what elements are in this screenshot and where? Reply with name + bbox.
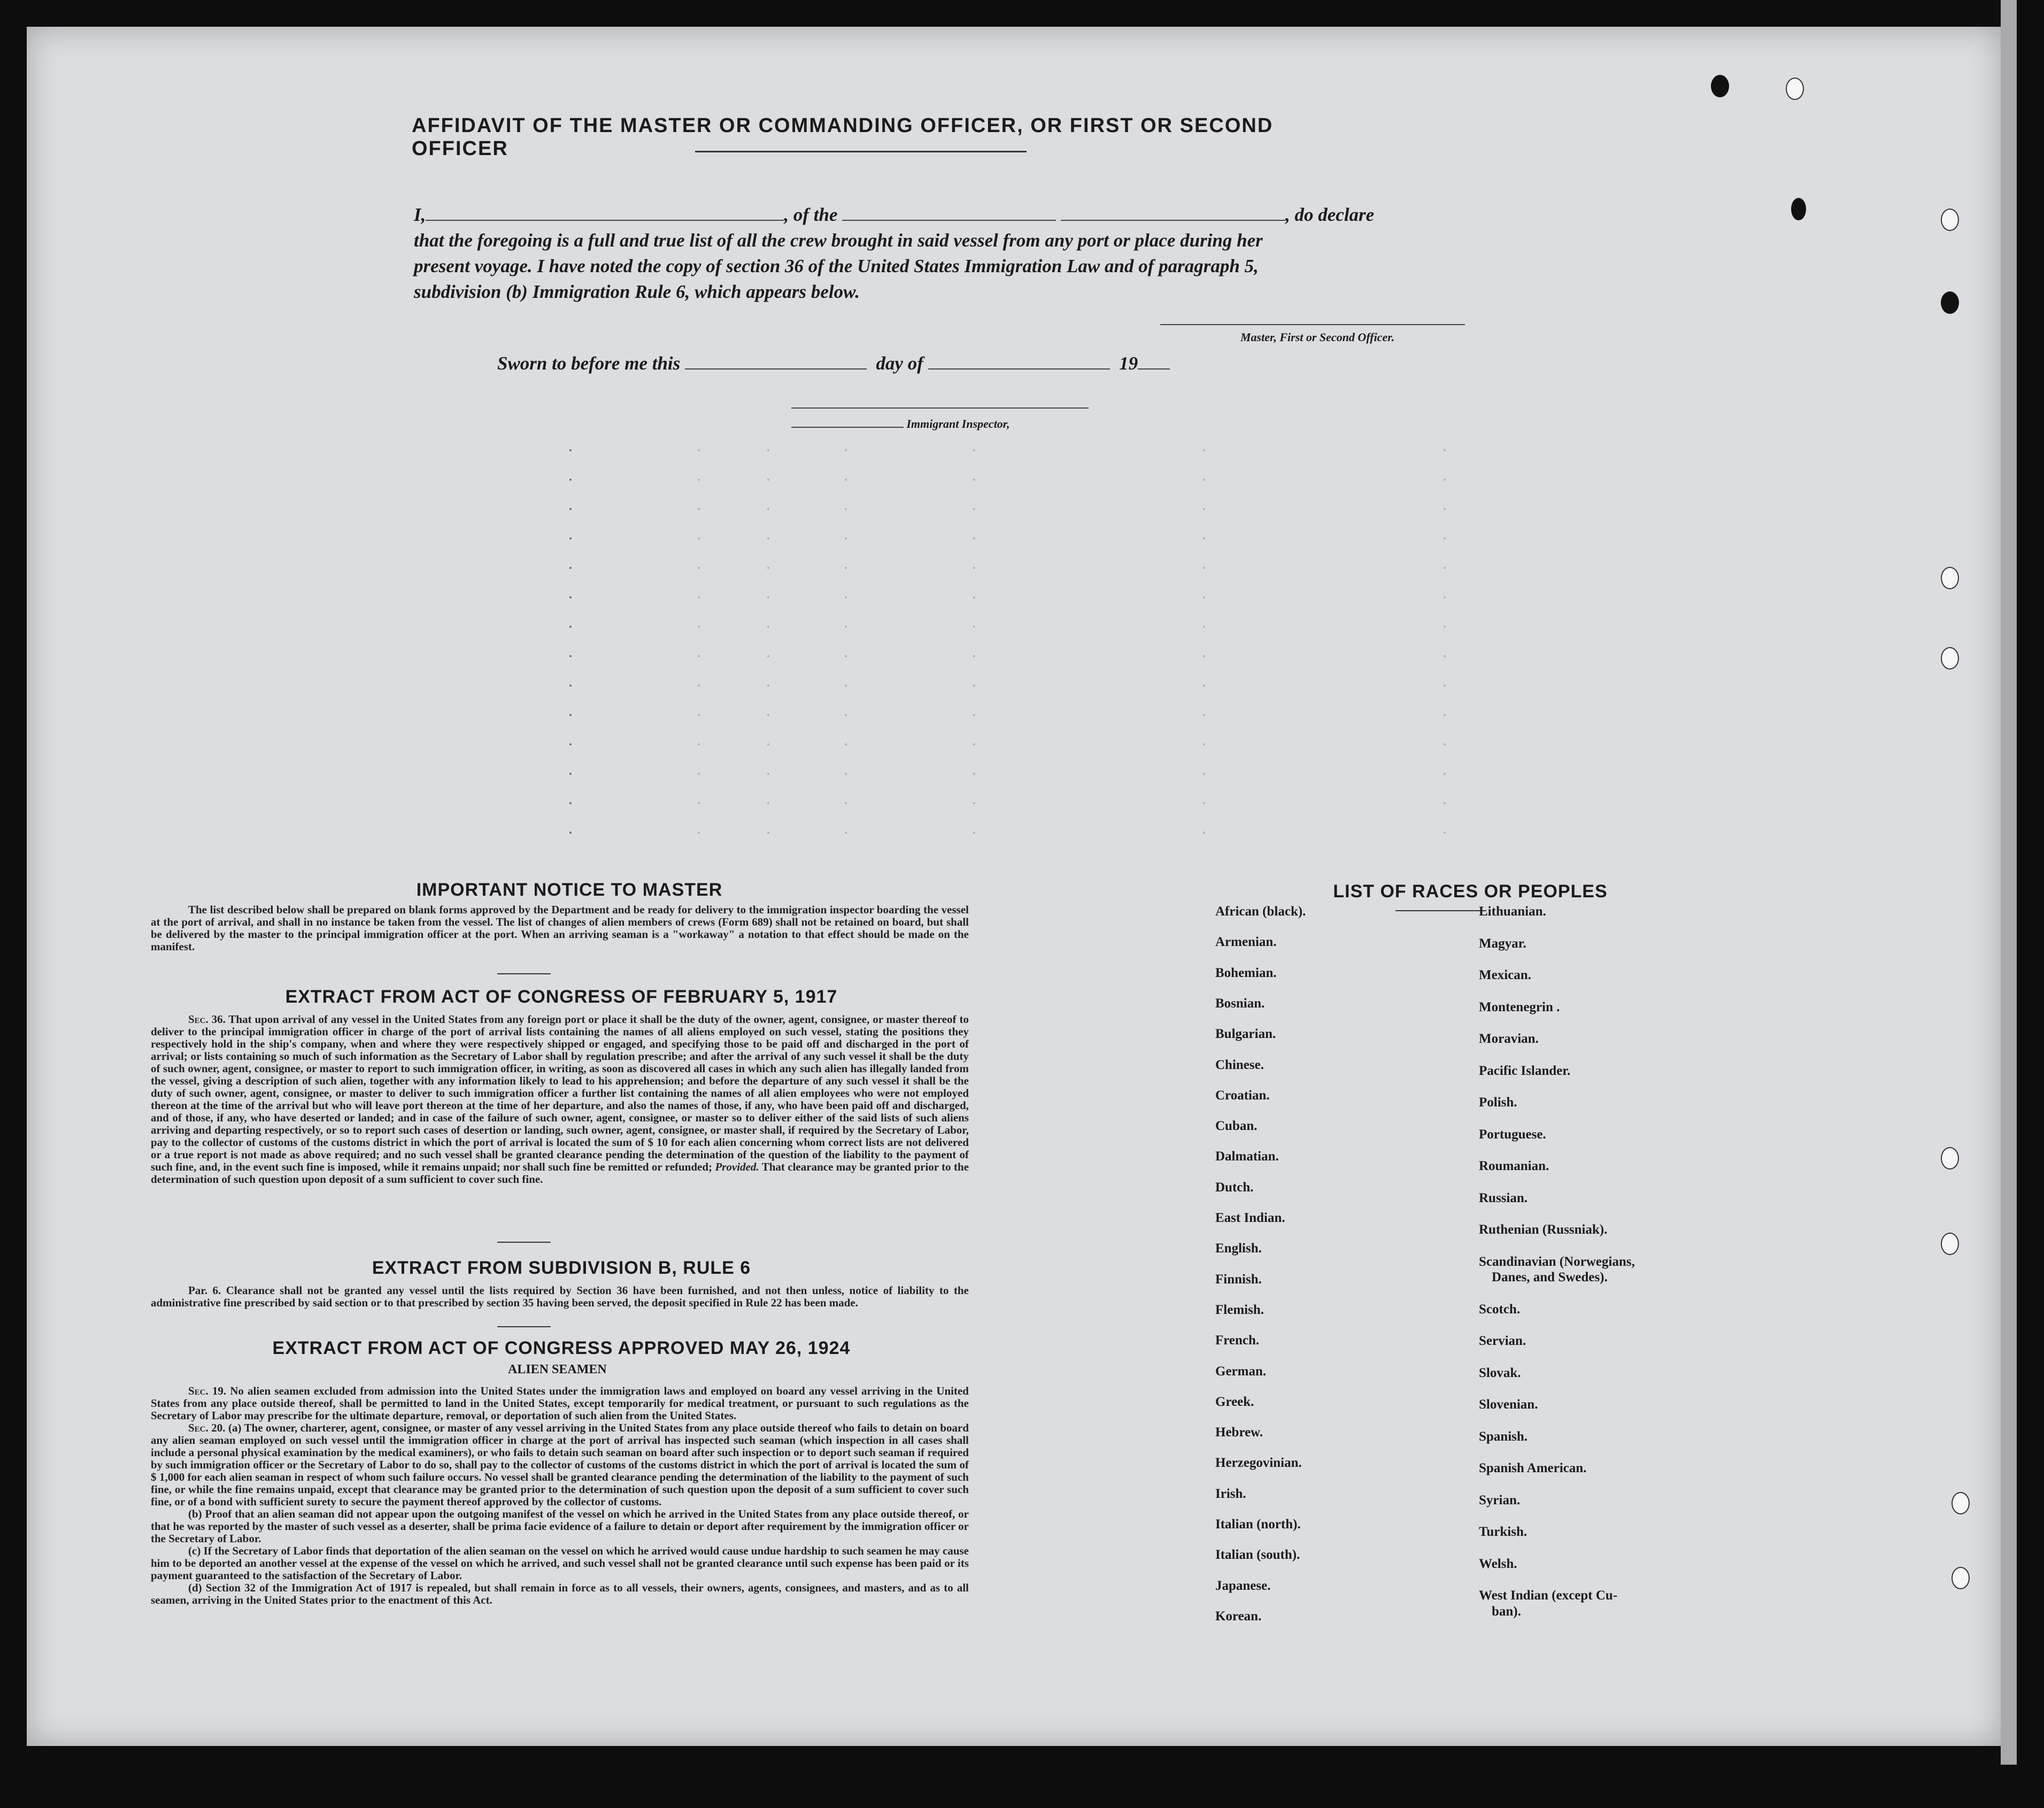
rule6-title: EXTRACT FROM SUBDIVISION B, RULE 6 [372, 1258, 751, 1278]
race-item: Magyar. [1479, 936, 1526, 951]
faint-dot [845, 479, 847, 481]
notice-divider [497, 973, 551, 974]
faint-dot [1203, 567, 1205, 569]
faint-dot [973, 832, 975, 834]
race-item: Irish. [1215, 1486, 1246, 1501]
faint-dot [1444, 714, 1446, 716]
faint-dot [1203, 537, 1205, 540]
faint-dot [698, 449, 700, 451]
race-item: African (black). [1215, 904, 1306, 919]
race-item: Turkish. [1479, 1525, 1528, 1539]
faint-dot [698, 684, 700, 687]
faint-dot [698, 655, 700, 657]
faint-dot [698, 596, 700, 598]
binder-hole [1952, 1492, 1970, 1514]
faint-dot [767, 832, 769, 834]
faint-dot [1444, 596, 1446, 598]
faint-dot [698, 479, 700, 481]
notice-body [151, 904, 969, 953]
sworn-prefix: Sworn to before me this [497, 353, 681, 374]
race-item: Danes, and Swedes). [1492, 1270, 1608, 1284]
document-sheet [27, 27, 2001, 1746]
extract-1924-title: EXTRACT FROM ACT OF CONGRESS APPROVED MAY 26, 1924 [272, 1338, 851, 1358]
title-underline [695, 151, 1027, 152]
race-item: Greek. [1215, 1394, 1254, 1409]
faint-dot [767, 508, 769, 510]
race-item: Bohemian. [1215, 965, 1277, 980]
faint-dot [698, 537, 700, 540]
race-item: Mexican. [1479, 968, 1531, 982]
sec20a-text: (a) The owner, charterer, agent, consignee, or master of any vessel arriving in the United States from any place outside thereof who fails to detain on board any alien seaman employed on such vessel until the immigration officer in charge at the port of arrival has inspected such seaman (which inspection in all cases shall include a personal physical examination by the medical examiners), or who fails to detain such seaman on board after such inspection or to deport such seaman if required by such immigration officer or the Secretary of Labor to do so, shall pay to the collector of customs of the customs district in which the port of arrival is located the sum of $ 1,000 for each alien seaman in respect of whom such failure occurs. No vessel shall be granted clearance pending the determination of the liability to the payment of such fine, or while the fine remains unpaid, except that clearance may be granted prior to the determination of such question upon the deposit of a sum sufficient to cover such fine, or of a bond with sufficient surety to secure the payment thereof approved by the collector of customs. [151, 1421, 969, 1508]
name-blank[interactable] [426, 220, 784, 221]
race-item: Spanish American. [1479, 1461, 1587, 1475]
binder-hole [1941, 647, 1959, 670]
faint-dot [1203, 508, 1205, 510]
sworn-day-blank[interactable] [685, 368, 867, 370]
faint-dot [1444, 743, 1446, 745]
notice-title: IMPORTANT NOTICE TO MASTER [416, 880, 723, 900]
race-item: Roumanian. [1479, 1159, 1549, 1173]
faint-dot [569, 626, 572, 628]
race-item: Bulgarian. [1215, 1027, 1276, 1042]
sec19-label: Sec. 19. [188, 1384, 227, 1397]
faint-dot [845, 567, 847, 569]
decl-end: , do declare [1285, 204, 1375, 225]
faint-dot [698, 773, 700, 775]
declaration-text [414, 202, 1467, 305]
race-item: East Indian. [1215, 1211, 1285, 1225]
extract-1924-body [151, 1385, 969, 1606]
faint-dot [1203, 449, 1205, 451]
faint-dot [973, 479, 975, 481]
faint-dot [1203, 684, 1205, 687]
faint-dot [767, 655, 769, 657]
race-item: Welsh. [1479, 1556, 1517, 1571]
race-item: Finnish. [1215, 1272, 1262, 1287]
faint-dot [1203, 596, 1205, 598]
race-item: Syrian. [1479, 1492, 1521, 1507]
faint-dot [1203, 773, 1205, 775]
inspector-label-text: Immigrant Inspector, [906, 417, 1010, 430]
faint-dot [569, 479, 572, 481]
faint-dot [1444, 832, 1446, 834]
binder-hole [1941, 1147, 1959, 1170]
race-item: West Indian (except Cu- [1479, 1588, 1618, 1603]
extract-1917-body [151, 1013, 969, 1186]
faint-dot [698, 567, 700, 569]
inspector-blank [791, 427, 904, 428]
alien-seamen-subtitle: ALIEN SEAMEN [508, 1363, 607, 1376]
race-item: Bosnian. [1215, 996, 1265, 1011]
race-item: Servian. [1479, 1334, 1526, 1348]
faint-dot [845, 802, 847, 804]
inspector-signature-line[interactable] [791, 407, 1089, 409]
binder-hole [1941, 567, 1959, 589]
decl-line-3: present voyage. I have noted the copy of section 36 of the United States Immigration Law and of paragraph 5, [414, 256, 1259, 276]
decl-start: I, [414, 204, 426, 225]
faint-dot [1203, 714, 1205, 716]
faint-dot [973, 802, 975, 804]
sworn-day-label: day of [876, 353, 923, 374]
sworn-line [497, 353, 1170, 374]
sec20d-text: (d) Section 32 of the Immigration Act of 1917 is repealed, but shall remain in force as to all vessels, their owners, agents, consignees, and masters, and as to all seamen, arriving in the United States prior to the enactment of this Act. [151, 1581, 969, 1606]
race-item: ban). [1492, 1604, 1521, 1619]
faint-dot [767, 684, 769, 687]
proviso-text: That clearance may be granted prior to the determination of such question upon deposit of a sum sufficient to cover such fine. [151, 1160, 969, 1186]
race-item: Slovak. [1479, 1365, 1521, 1380]
signature-label: Master, First or Second Officer. [1240, 330, 1395, 344]
faint-dot [1444, 479, 1446, 481]
rule6-text: Par. 6. Clearance shall not be granted any vessel until the lists required by Section 36 have been furnished, and not then unless, notice of liability to the administrative fine prescribed by said section or to that prescribed by section 35 having been served, the deposit specified in Rule 22 has been made. [151, 1284, 969, 1309]
race-item: Polish. [1479, 1095, 1517, 1110]
binder-hole [1952, 1567, 1970, 1589]
faint-dot [1203, 832, 1205, 834]
decl-line-2: that the foregoing is a full and true list of all the crew brought in said vessel from any port or place during her [414, 230, 1263, 251]
faint-dot [845, 832, 847, 834]
rule6-divider [497, 1326, 551, 1327]
decl-mid: , of the [784, 204, 838, 225]
faint-dot [1444, 773, 1446, 775]
race-item: Scotch. [1479, 1302, 1521, 1317]
race-item: Croatian. [1215, 1088, 1270, 1103]
faint-dot [1444, 802, 1446, 804]
faint-dot [767, 626, 769, 628]
faint-dot [973, 449, 975, 451]
sec19-text: No alien seamen excluded from admission into the United States under the immigration laws and employed on board any vessel arriving in the United States from any place outside thereof, shall be permitted to land in the United States, except temporarily for medical treatment, or pursuant to such regulations as the Secretary of Labor may prescribe for the ultimate departure, removal, or deportation of such alien from the United States. [151, 1384, 969, 1422]
faint-dot [973, 626, 975, 628]
faint-dot [767, 802, 769, 804]
notice-text: The list described below shall be prepared on blank forms approved by the Department and be ready for delivery to the immigration inspector boarding the vessel at the port of arrival, and shall in no instance be taken from the vessel. The list of changes of alien members of crews (Form 689) shall not be retained on board, but shall be delivered by the master to the principal immigration officer at the port. When an arriving seaman is a "workaway" a notation to that effect should be made on the manifest. [151, 903, 969, 953]
faint-dot [973, 743, 975, 745]
faint-dot [1444, 449, 1446, 451]
race-item: Italian (north). [1215, 1517, 1301, 1532]
faint-dot [1444, 537, 1446, 540]
faint-dot [1203, 655, 1205, 657]
faint-dot [845, 626, 847, 628]
faint-dot [1203, 479, 1205, 481]
faint-dot [569, 508, 572, 510]
sec20-label: Sec. 20. [188, 1421, 226, 1434]
faint-dot [698, 626, 700, 628]
faint-dot [973, 773, 975, 775]
faint-dot [845, 684, 847, 687]
sworn-year-blank[interactable] [1138, 368, 1170, 370]
faint-dot [845, 743, 847, 745]
page-edge [2001, 0, 2017, 1765]
race-item: Herzegovinian. [1215, 1456, 1302, 1471]
race-item: Hebrew. [1215, 1425, 1263, 1440]
faint-dot [973, 567, 975, 569]
race-item: Ruthenian (Russniak). [1479, 1222, 1608, 1237]
faint-dot [767, 743, 769, 745]
faint-dot [569, 537, 572, 540]
proviso-label: Provided. [715, 1160, 759, 1173]
race-item: Dutch. [1215, 1180, 1254, 1195]
race-item: Lithuanian. [1479, 904, 1546, 919]
race-item: Slovenian. [1479, 1397, 1538, 1412]
sworn-month-blank[interactable] [928, 368, 1110, 370]
race-item: Pacific Islander. [1479, 1063, 1571, 1078]
faint-dot [698, 743, 700, 745]
faint-dot [569, 743, 572, 745]
race-item: German. [1215, 1364, 1267, 1379]
races-underline [1395, 910, 1486, 911]
faint-dot [569, 684, 572, 687]
faint-dot [569, 596, 572, 598]
inspector-label [791, 417, 1010, 431]
sec20b-text: (b) Proof that an alien seaman did not appear upon the outgoing manifest of the vessel on which he arrived in the United States from any place outside thereof, or that he was reported by the master of such vessel as a deserter, shall be prima facie evidence of a failure to detain or deport after requirement by the immigration officer or the Secretary of Labor. [151, 1507, 969, 1545]
sec36-label: Sec. 36. [188, 1013, 226, 1026]
faint-dot [698, 508, 700, 510]
faint-dot [767, 567, 769, 569]
faint-dot [845, 773, 847, 775]
rule6-body [151, 1284, 969, 1309]
race-item: Japanese. [1215, 1578, 1271, 1593]
decl-line-4: subdivision (b) Immigration Rule 6, which appears below. [414, 281, 860, 302]
sworn-year-label: 19 [1119, 353, 1138, 374]
punch-hole [1786, 78, 1804, 100]
faint-dot [767, 537, 769, 540]
binder-hole [1941, 1233, 1959, 1255]
race-item: Russian. [1479, 1190, 1528, 1205]
faint-dot [1444, 508, 1446, 510]
faint-dot [569, 773, 572, 775]
faint-dot [973, 714, 975, 716]
race-item: Flemish. [1215, 1302, 1264, 1317]
faint-dot [569, 714, 572, 716]
faint-dot [973, 537, 975, 540]
faint-dot [767, 479, 769, 481]
extract-1917-divider [497, 1242, 551, 1243]
faint-dot [698, 714, 700, 716]
faint-dot [845, 655, 847, 657]
binder-hole [1941, 291, 1959, 314]
faint-dot [698, 832, 700, 834]
race-item: Chinese. [1215, 1057, 1264, 1072]
signature-line[interactable] [1160, 324, 1465, 325]
faint-dot [569, 655, 572, 657]
sec36-text: That upon arrival of any vessel in the United States from any foreign port or place it shall be the duty of the owner, agent, consignee, or master thereof to deliver to the principal immigration officer in charge of the port of arrival lists containing the names of all aliens employed on such vessel, stating the positions they respectively hold in the ship's company, when and where they were respectively shipped or engaged, and specifying those to be paid off and discharged in the port of arrival; or lists containing so much of such information as the Secretary of Labor shall by regulation prescribe; and after the arrival of any such vessel it shall be the duty of such owner, agent, consignee, or master to report to such immigration officer, in writing, as soon as discovered all cases in which any such alien has illegally landed from the vessel, giving a description of such alien, together with any information likely to lead to his apprehension; and before the departure of any such vessel it shall be the duty of such owner, agent, consignee, or master to deliver to such immigration officer a further list containing the names of all alien employees who were not employed thereon at the time of the arrival but who will leave port thereon at the time of her departure, and also the names of those, if any, who have been paid off and discharged, and of those, if any, who have deserted or landed; and in case of the failure of such owner, agent, consignee, or master so to deliver either of the said lists of such aliens arriving and departing respectively, or so to report such cases of desertion or landing, such owner, agent, consignee, or master shall, if required by the Secretary of Labor, pay to the collector of customs of the customs district in which the port of arrival is located the sum of $ 10 for each alien concerning whom correct lists are not delivered or a true report is not made as above required; and no such vessel shall be granted clearance pending the determination of the question of the liability to the payment of such fine, and, in the event such fine is imposed, while it remains unpaid; nor shall such fine be remitted or refunded; [151, 1013, 969, 1173]
race-item: Scandinavian (Norwegians, [1479, 1254, 1635, 1269]
faint-dot [1444, 567, 1446, 569]
faint-dot [845, 537, 847, 540]
affidavit-title: AFFIDAVIT OF THE MASTER OR COMMANDING OFFICER, OR FIRST OR SECOND OFFICER [412, 114, 1274, 160]
race-item: Dalmatian. [1215, 1149, 1279, 1164]
race-item: Portuguese. [1479, 1127, 1546, 1142]
vessel-blank-2[interactable] [1061, 220, 1285, 221]
race-item: Montenegrin . [1479, 999, 1560, 1014]
race-item: Italian (south). [1215, 1548, 1300, 1563]
faint-dot [1444, 684, 1446, 687]
faint-dot [845, 508, 847, 510]
binder-hole [1941, 209, 1959, 231]
faint-dot [767, 596, 769, 598]
faint-dot [845, 596, 847, 598]
race-item: English. [1215, 1241, 1262, 1256]
faint-dot [973, 655, 975, 657]
faint-dot [973, 508, 975, 510]
faint-dot [767, 449, 769, 451]
punch-hole [1791, 198, 1806, 220]
faint-dot [1444, 626, 1446, 628]
faint-dot [569, 832, 572, 834]
race-item: Spanish. [1479, 1429, 1528, 1444]
faint-dot [1203, 626, 1205, 628]
faint-dot [1203, 743, 1205, 745]
faint-dot [767, 714, 769, 716]
races-title: LIST OF RACES OR PEOPLES [1333, 881, 1608, 902]
faint-dot [845, 449, 847, 451]
faint-dot [845, 714, 847, 716]
faint-dot [973, 684, 975, 687]
faint-dot [698, 802, 700, 804]
race-item: Moravian. [1479, 1032, 1539, 1046]
faint-dot [569, 802, 572, 804]
race-item: Armenian. [1215, 935, 1277, 950]
punch-hole [1711, 75, 1729, 97]
faint-dot [569, 449, 572, 451]
vessel-blank-1[interactable] [842, 220, 1056, 221]
race-item: Cuban. [1215, 1119, 1258, 1134]
sec20c-text: (c) If the Secretary of Labor finds that deportation of the alien seaman on the vessel on which he arrived would cause undue hardship to such seamen he may cause him to be deported an another vessel at the expense of the vessel on which he arrived, and such vessel shall not be granted clearance until such expense has been paid or its payment guaranteed to the satisfaction of the Secretary of Labor. [151, 1544, 969, 1582]
extract-1917-title: EXTRACT FROM ACT OF CONGRESS OF FEBRUARY 5, 1917 [285, 987, 838, 1007]
race-item: Korean. [1215, 1609, 1262, 1624]
faint-dot [973, 596, 975, 598]
faint-dot [767, 773, 769, 775]
faint-dot [569, 567, 572, 569]
faint-dot [1203, 802, 1205, 804]
race-item: French. [1215, 1333, 1260, 1348]
faint-dot [1444, 655, 1446, 657]
